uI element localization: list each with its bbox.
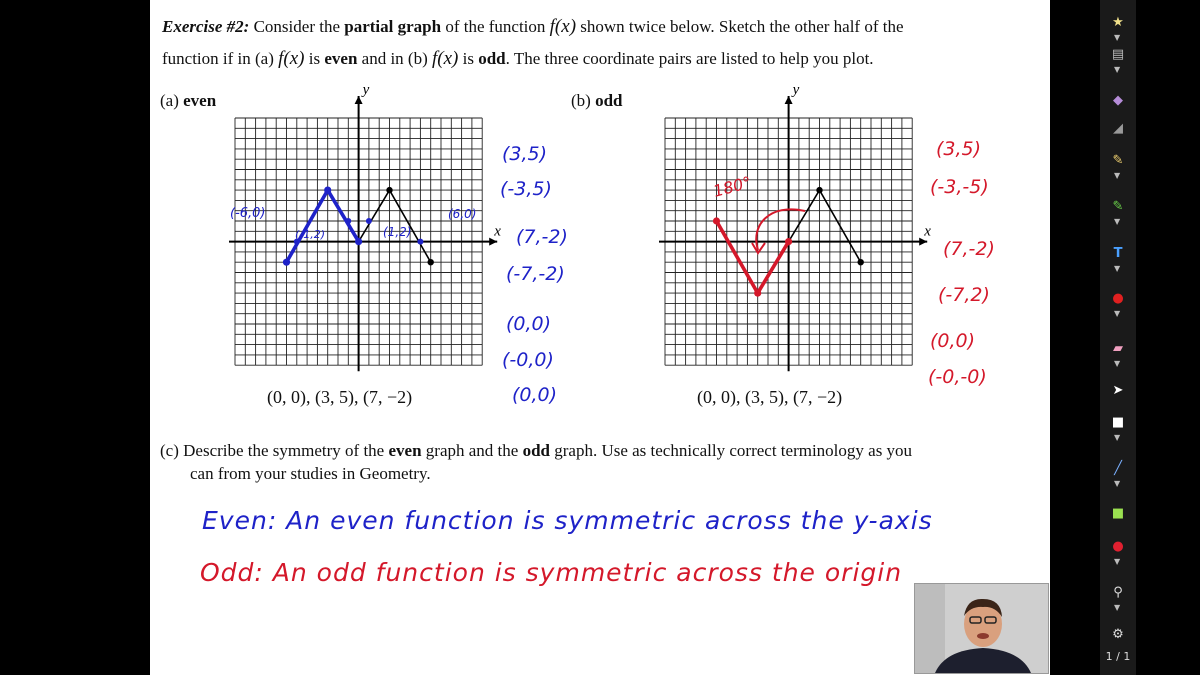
fx-text: f(x): [432, 48, 459, 69]
star-icon[interactable]: ★: [1112, 14, 1124, 30]
part-letter: (c): [160, 441, 179, 460]
partial-graph-text: partial graph: [344, 17, 442, 36]
part-title: even: [183, 91, 217, 110]
page-counter: 1 / 1: [1105, 650, 1131, 663]
exercise-line-1: [162, 16, 904, 38]
odd-word: odd: [522, 441, 550, 460]
sketched-point: [283, 259, 290, 266]
y-axis-arrow: [355, 96, 363, 104]
even-coord-1: (3,5): [502, 143, 548, 165]
odd-answer: Odd: An odd function is symmetric across the origin: [200, 558, 903, 587]
text: graph. Use as technically correct terminology as you: [554, 441, 913, 460]
fx-text: f(x): [278, 48, 305, 69]
graph-odd: [655, 85, 955, 380]
rotation-label: 180°: [711, 172, 754, 201]
label-neg6-0: (-6,0): [230, 206, 266, 221]
label-6-0: (6,0): [448, 207, 477, 221]
part-c-line-2: can from your studies in Geometry.: [190, 464, 431, 483]
zoom-icon[interactable]: ⚲: [1113, 584, 1123, 600]
highlighter-icon[interactable]: ✎: [1112, 198, 1124, 214]
odd-coord-4: (-7,2): [938, 284, 990, 306]
chevron-down-icon[interactable]: ▼: [1114, 309, 1121, 318]
labeled-point: [345, 218, 351, 224]
text: of the function: [445, 17, 546, 36]
given-curve: [789, 190, 861, 262]
even-answer: Even: An even function is symmetric across the y-axis: [202, 506, 933, 535]
pencil-icon[interactable]: ✎: [1112, 152, 1124, 168]
text: and in (b): [361, 49, 428, 68]
even-coord-6: (-0,0): [502, 349, 554, 371]
text-icon[interactable]: T: [1113, 245, 1123, 261]
chevron-down-icon[interactable]: ▼: [1114, 603, 1121, 612]
text: function if in (a): [162, 49, 274, 68]
odd-word: odd: [478, 49, 506, 68]
y-axis-label: y: [362, 85, 370, 98]
rotated-graph-odd: [713, 217, 792, 296]
text: . The three coordinate pairs are listed to help you plot.: [505, 49, 874, 68]
part-letter: (b): [571, 91, 591, 110]
x-axis-label: x: [494, 223, 501, 240]
text: graph and the: [425, 441, 519, 460]
odd-coord-1: (3,5): [936, 138, 982, 160]
exercise-line-2: [162, 48, 874, 70]
given-graph-odd: [785, 187, 864, 266]
worksheet-page: [150, 0, 1050, 675]
even-word: even: [388, 441, 422, 460]
presenter-webcam: [914, 583, 1049, 674]
line-tool-icon[interactable]: ╱: [1114, 460, 1122, 476]
page-icon[interactable]: ▤: [1111, 46, 1125, 62]
odd-coord-3: (7,-2): [943, 238, 995, 260]
even-word: even: [324, 49, 358, 68]
graph-even: [225, 85, 525, 380]
chevron-down-icon[interactable]: ▼: [1114, 217, 1121, 226]
even-coord-3: (7,-2): [516, 226, 568, 248]
sketched-point: [785, 238, 792, 245]
pointer-icon[interactable]: ➤: [1112, 382, 1124, 398]
sketched-curve: [717, 221, 789, 293]
sketched-point: [324, 187, 331, 194]
even-coord-4: (-7,-2): [506, 263, 565, 285]
chevron-down-icon[interactable]: ▼: [1114, 359, 1121, 368]
sketched-point: [754, 290, 761, 297]
given-point: [816, 187, 822, 193]
chevron-down-icon[interactable]: ▼: [1114, 479, 1121, 488]
text: Describe the symmetry of the: [183, 441, 385, 460]
given-point: [428, 259, 434, 265]
part-c-line-1: [160, 440, 912, 462]
text: Consider the: [253, 17, 340, 36]
label-1-2: (1,2): [383, 225, 412, 239]
label-neg1-2: (-1,2): [295, 228, 326, 241]
settings-icon[interactable]: ⚙: [1112, 626, 1124, 642]
chevron-down-icon[interactable]: ▼: [1114, 65, 1121, 74]
even-coord-2: (-3,5): [500, 178, 552, 200]
annotation-toolbar: [1100, 0, 1136, 675]
chevron-down-icon[interactable]: ▼: [1114, 557, 1121, 566]
points-even: (0, 0), (3, 5), (7, −2): [267, 387, 413, 407]
part-title: odd: [595, 91, 623, 110]
odd-coord-5: (0,0): [930, 330, 976, 352]
labeled-point: [366, 218, 372, 224]
green-swatch-icon[interactable]: ■: [1111, 505, 1125, 521]
given-point: [858, 259, 864, 265]
color-icon[interactable]: ●: [1112, 290, 1124, 306]
sketched-point: [355, 238, 362, 245]
exercise-label: Exercise #2:: [162, 17, 250, 36]
points-odd: (0, 0), (3, 5), (7, −2): [697, 387, 843, 407]
chevron-down-icon[interactable]: ▼: [1114, 171, 1121, 180]
eraser-pink-icon[interactable]: ▰: [1113, 340, 1123, 356]
x-axis-label: x: [924, 223, 931, 240]
text: is: [462, 49, 474, 68]
odd-coord-6: (-0,-0): [928, 366, 987, 388]
presenter-image: [915, 584, 1048, 673]
white-swatch-icon[interactable]: ■: [1111, 414, 1125, 430]
y-axis-label: y: [792, 85, 800, 98]
part-a-label: [160, 90, 216, 112]
text: is: [308, 49, 321, 68]
given-point: [386, 187, 392, 193]
chevron-down-icon[interactable]: ▼: [1114, 33, 1121, 42]
chevron-down-icon[interactable]: ▼: [1114, 433, 1121, 442]
labeled-point: [417, 239, 423, 245]
eraser-icon[interactable]: ◢: [1113, 120, 1123, 136]
odd-coord-2: (-3,-5): [930, 176, 989, 198]
shape-icon[interactable]: ◆: [1113, 92, 1123, 108]
sketched-curve: [287, 190, 359, 262]
y-axis-arrow: [785, 96, 793, 104]
red-dot-icon[interactable]: ●: [1112, 538, 1124, 554]
even-coord-5: (0,0): [506, 313, 552, 335]
sketched-point: [713, 217, 720, 224]
chevron-down-icon[interactable]: ▼: [1114, 264, 1121, 273]
text: shown twice below. Sketch the other half of the: [580, 17, 904, 36]
even-coord-7: (0,0): [512, 384, 558, 406]
part-b-label: [571, 90, 623, 112]
fx-text: f(x): [549, 16, 577, 37]
part-letter: (a): [160, 91, 179, 110]
